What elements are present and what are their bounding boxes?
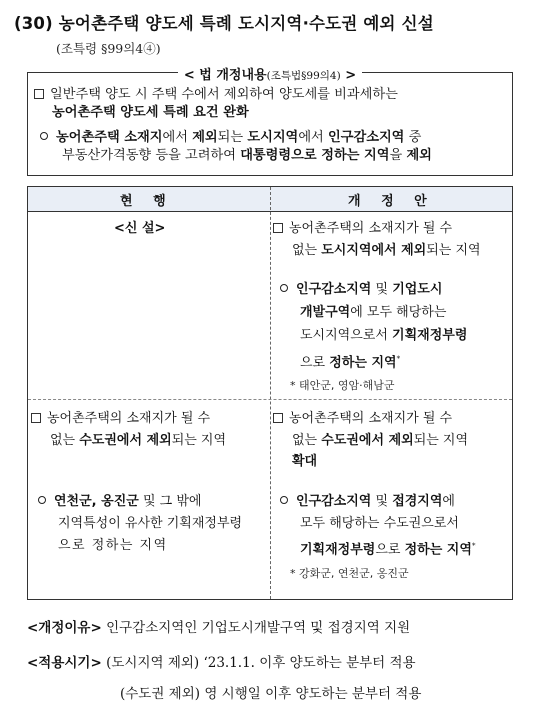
revised-row2-footnote: * 강화군, 연천군, 옹진군 xyxy=(290,567,409,580)
circle-bullet-icon xyxy=(280,496,288,504)
application-timing-text1: (도시지역 제외) ‘23.1.1. 이후 양도하는 분부터 적용 xyxy=(106,655,416,671)
revised-row1-item: 농어촌주택의 소재지가 될 수 xyxy=(273,220,452,238)
column-header-current: 현 행 xyxy=(120,194,174,209)
square-bullet-icon xyxy=(273,223,283,233)
current-row2-subitem-line2: 지역특성이 유사한 기획재정부령 xyxy=(58,516,243,531)
circle-bullet-icon xyxy=(38,496,46,504)
comparison-table xyxy=(27,186,513,600)
application-timing-text2: (수도권 제외) 영 시행일 이후 양도하는 분부터 적용 xyxy=(120,686,422,702)
revised-row2-subitem: 인구감소지역 및 접경지역에 xyxy=(280,493,455,511)
revised-row2-item-cont: 없는 수도권에서 제외되는 지역 xyxy=(292,433,469,448)
revised-row2-subitem-line2: 모두 해당하는 수도권으로서 xyxy=(300,516,459,531)
square-bullet-icon xyxy=(273,413,283,423)
revised-row1-subitem-line3: 도시지역으로서 기획재정부령 xyxy=(300,328,468,343)
summary-box-title: < 법 개정내용(조특법§99의4) > xyxy=(178,68,362,83)
circle-bullet-icon xyxy=(40,132,48,140)
summary-item-emphasis: 농어촌주택 양도세 특례 요건 완화 xyxy=(52,105,249,120)
revised-row2-item-expand: 확대 xyxy=(292,454,318,469)
law-change-summary-box xyxy=(27,68,513,176)
row-divider xyxy=(28,399,512,400)
revised-row2-subitem-line3: 기획재정부령으로 정하는 지역* xyxy=(300,542,476,558)
new-provision-label: <신 설> xyxy=(114,221,166,236)
legal-reference: (조특령 §99의4④) xyxy=(56,41,161,56)
revised-row2-item: 농어촌주택의 소재지가 될 수 xyxy=(273,410,452,428)
revised-row1-subitem-line2: 개발구역에 모두 해당하는 xyxy=(300,305,447,320)
circle-bullet-icon xyxy=(280,284,288,292)
summary-subitem-cont: 부동산가격동향 등을 고려하여 대통령령으로 정하는 지역을 제외 xyxy=(62,148,432,163)
summary-subitem: 농어촌주택 소재지에서 제외되는 도시지역에서 인구감소지역 중 xyxy=(40,129,421,147)
revised-row1-subitem-line4: 으로 정하는 지역* xyxy=(300,355,401,371)
current-row2-item: 농어촌주택의 소재지가 될 수 xyxy=(31,410,210,428)
square-bullet-icon xyxy=(31,413,41,423)
revised-row1-item-cont: 없는 도시지역에서 제외되는 지역 xyxy=(292,243,481,258)
column-header-revised: 개 정 안 xyxy=(348,194,435,209)
revision-reason-label: <개정이유> xyxy=(27,620,102,636)
section-title: (30) 농어촌주택 양도세 특례 도시지역·수도권 예외 신설 xyxy=(14,14,434,33)
revision-reason-text: 인구감소지역인 기업도시개발구역 및 접경지역 지원 xyxy=(106,620,411,636)
column-divider xyxy=(270,187,271,599)
application-timing xyxy=(27,651,416,671)
current-row2-subitem: 연천군, 옹진군 및 그 밖에 xyxy=(38,493,201,511)
revised-row1-footnote: * 태안군, 영암·해남군 xyxy=(290,379,395,392)
summary-item: 일반주택 양도 시 주택 수에서 제외하여 양도세를 비과세하는 xyxy=(34,86,398,104)
square-bullet-icon xyxy=(34,89,44,99)
revised-row1-subitem: 인구감소지역 및 기업도시 xyxy=(280,281,442,299)
application-timing-label: <적용시기> xyxy=(27,655,102,671)
current-row2-item-cont: 없는 수도권에서 제외되는 지역 xyxy=(50,433,227,448)
current-row2-subitem-line3: 으로 정하는 지역 xyxy=(58,538,168,553)
revision-reason xyxy=(27,616,410,636)
